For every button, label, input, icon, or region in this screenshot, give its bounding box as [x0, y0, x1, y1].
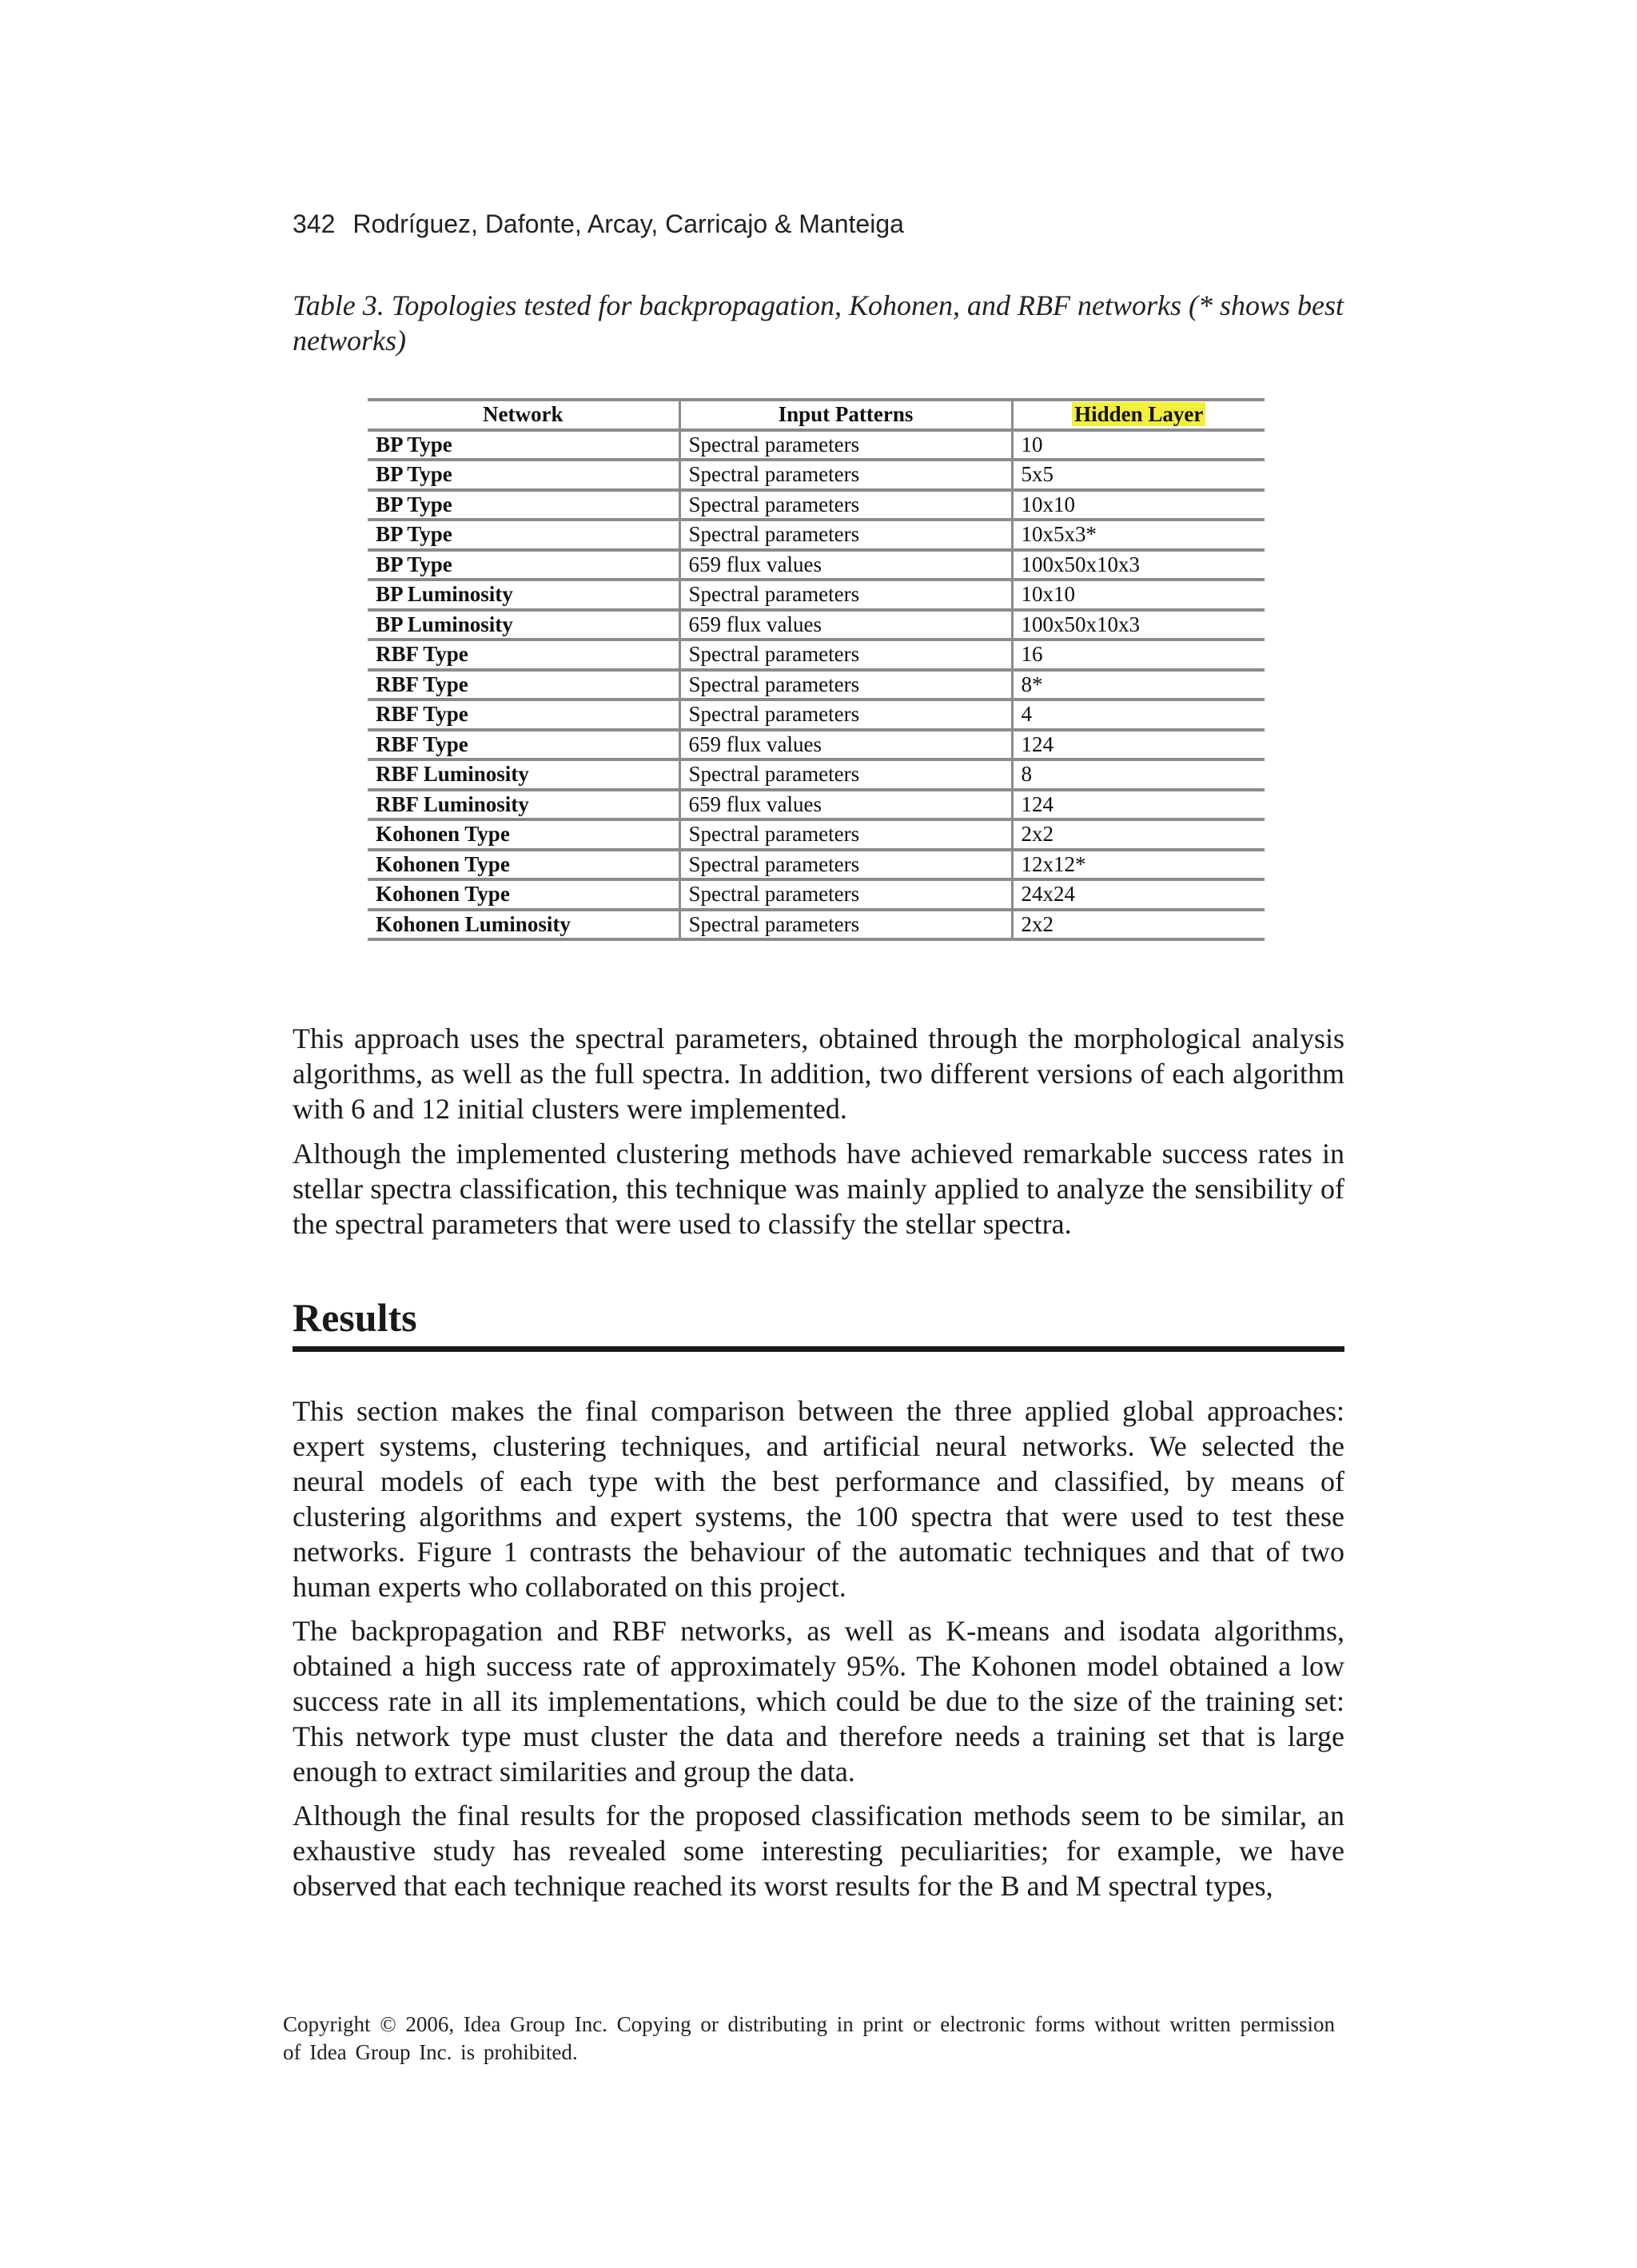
cell-network: RBF Luminosity	[368, 790, 679, 820]
cell-network: Kohonen Type	[368, 879, 679, 910]
cell-hidden-layer: 10x10	[1012, 580, 1265, 610]
cell-hidden-layer: 100x50x10x3	[1012, 610, 1265, 640]
cell-input-patterns: 659 flux values	[679, 790, 1012, 820]
cell-input-patterns: Spectral parameters	[679, 430, 1012, 460]
header-hidden-layer	[1012, 400, 1265, 430]
cell-network: RBF Luminosity	[368, 759, 679, 790]
table-row	[368, 790, 1265, 820]
cell-hidden-layer: 8	[1012, 759, 1265, 790]
table-row	[368, 460, 1265, 490]
table-body	[368, 430, 1265, 940]
table-row	[368, 430, 1265, 460]
cell-hidden-layer: 12x12*	[1012, 850, 1265, 880]
cell-input-patterns: Spectral parameters	[679, 670, 1012, 700]
cell-hidden-layer: 5x5	[1012, 460, 1265, 490]
body-paragraph-4: The backpropagation and RBF networks, as well as K-means and isodata algorithms, obtained a high success rate of approximately 95%. The Kohonen model obtained a low success rate in all its implementations, which could be due to the size of the training set: This network type must cluster the data and therefore needs a training set that is large enough to extract similarities and group the data.	[293, 1615, 1344, 1788]
header-network: Network	[368, 400, 679, 430]
cell-input-patterns: Spectral parameters	[679, 850, 1012, 880]
cell-network: BP Luminosity	[368, 580, 679, 610]
table-row	[368, 580, 1265, 610]
cell-input-patterns: 659 flux values	[679, 550, 1012, 580]
cell-network: BP Type	[368, 460, 679, 490]
cell-network: Kohonen Luminosity	[368, 910, 679, 940]
cell-input-patterns: 659 flux values	[679, 730, 1012, 760]
cell-network: BP Luminosity	[368, 610, 679, 640]
cell-input-patterns: Spectral parameters	[679, 460, 1012, 490]
copyright-notice: Copyright © 2006, Idea Group Inc. Copying or distributing in print or electronic forms without written permission of Idea Group Inc. is prohibited.	[283, 2012, 1335, 2064]
cell-hidden-layer: 124	[1012, 730, 1265, 760]
cell-hidden-layer: 10	[1012, 430, 1265, 460]
cell-hidden-layer: 10x10	[1012, 490, 1265, 520]
cell-hidden-layer: 124	[1012, 790, 1265, 820]
cell-input-patterns: Spectral parameters	[679, 910, 1012, 940]
table-row	[368, 520, 1265, 550]
topologies-table	[368, 398, 1265, 941]
cell-hidden-layer: 16	[1012, 640, 1265, 670]
body-paragraph-1: This approach uses the spectral parameters, obtained through the morphological analysis algorithms, as well as the full spectra. In addition, two different versions of each algorithm with 6 and 12 initial clusters were implemented.	[293, 1022, 1344, 1125]
table-row	[368, 640, 1265, 670]
page-number: 342	[293, 209, 336, 238]
table-row	[368, 759, 1265, 790]
cell-hidden-layer: 8*	[1012, 670, 1265, 700]
table-row	[368, 819, 1265, 850]
cell-network: BP Type	[368, 550, 679, 580]
cell-network: BP Type	[368, 490, 679, 520]
cell-input-patterns: Spectral parameters	[679, 520, 1012, 550]
cell-hidden-layer: 4	[1012, 700, 1265, 730]
cell-input-patterns: Spectral parameters	[679, 759, 1012, 790]
table-row	[368, 850, 1265, 880]
cell-network: Kohonen Type	[368, 850, 679, 880]
cell-hidden-layer: 2x2	[1012, 910, 1265, 940]
cell-input-patterns: Spectral parameters	[679, 490, 1012, 520]
running-head	[293, 209, 904, 239]
table-row	[368, 490, 1265, 520]
body-paragraph-5: Although the final results for the proposed classification methods seem to be similar, an exhaustive study has revealed some interesting peculiarities; for example, we have observed that each technique reached its worst results for the B and M spectral types,	[293, 1800, 1344, 1902]
table-row	[368, 610, 1265, 640]
cell-input-patterns: 659 flux values	[679, 610, 1012, 640]
body-paragraph-3: This section makes the final comparison between the three applied global approaches: expert systems, clustering techniques, and artificial neural networks. We selected the neural models of each type with the best performance and classified, by means of clustering algorithms and expert systems, the 100 spectra that were used to test these networks. Figure 1 contrasts the behaviour of the automatic techniques and that of two human experts who collaborated on this project.	[293, 1395, 1344, 1603]
table-row	[368, 670, 1265, 700]
section-heading-results: Results	[293, 1293, 1344, 1352]
header-input-patterns: Input Patterns	[679, 400, 1012, 430]
table-row	[368, 879, 1265, 910]
cell-network: BP Type	[368, 520, 679, 550]
cell-hidden-layer: 24x24	[1012, 879, 1265, 910]
running-head-authors: Rodríguez, Dafonte, Arcay, Carricajo & Manteiga	[352, 209, 904, 238]
cell-network: RBF Type	[368, 670, 679, 700]
highlighted-text: Hidden Layer	[1072, 402, 1205, 426]
cell-network: RBF Type	[368, 700, 679, 730]
cell-input-patterns: Spectral parameters	[679, 700, 1012, 730]
table-row	[368, 550, 1265, 580]
table-row	[368, 730, 1265, 760]
table-row	[368, 910, 1265, 940]
cell-hidden-layer: 2x2	[1012, 819, 1265, 850]
cell-input-patterns: Spectral parameters	[679, 580, 1012, 610]
cell-input-patterns: Spectral parameters	[679, 819, 1012, 850]
table-header-row	[368, 400, 1265, 430]
cell-network: Kohonen Type	[368, 819, 679, 850]
cell-hidden-layer: 100x50x10x3	[1012, 550, 1265, 580]
cell-network: BP Type	[368, 430, 679, 460]
cell-hidden-layer: 10x5x3*	[1012, 520, 1265, 550]
table-row	[368, 700, 1265, 730]
cell-network: RBF Type	[368, 640, 679, 670]
body-paragraph-2: Although the implemented clustering methods have achieved remarkable success rates in stellar spectra classification, this technique was mainly applied to analyze the sensibility of the spectral parameters that were used to classify the stellar spectra.	[293, 1138, 1344, 1240]
cell-input-patterns: Spectral parameters	[679, 879, 1012, 910]
cell-network: RBF Type	[368, 730, 679, 760]
table-caption: Table 3. Topologies tested for backpropagation, Kohonen, and RBF networks (* shows best networks)	[293, 289, 1344, 357]
cell-input-patterns: Spectral parameters	[679, 640, 1012, 670]
